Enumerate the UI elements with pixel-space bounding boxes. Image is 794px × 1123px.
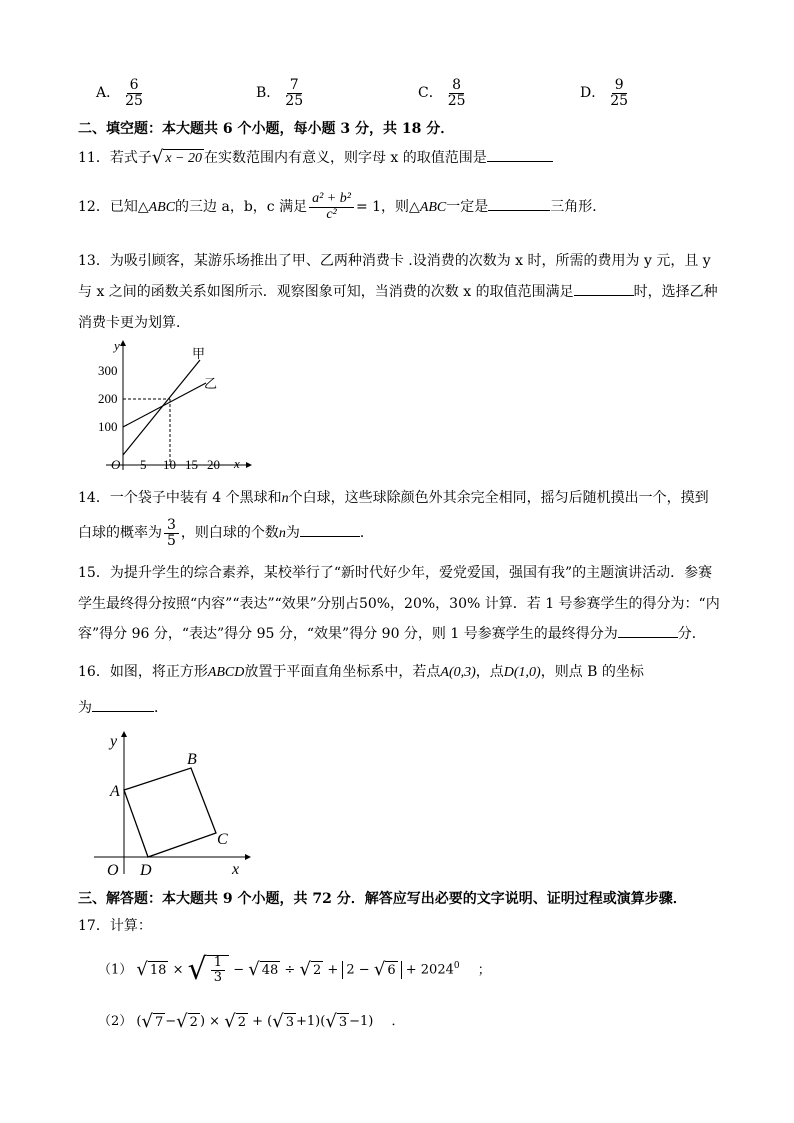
q15-line-1: 15．为提升学生的综合素养，某校举行了“新时代好少年，爱党爱国，强国有我”的主题演讲活动．参赛 (78, 565, 713, 581)
option-d-fraction (607, 78, 631, 108)
radical-sign-icon: √ (272, 1010, 284, 1032)
q14-frac-num: 3 (164, 518, 179, 534)
q16-square-graph (90, 728, 260, 878)
q17-p2-radicand-3b: 3 (338, 1014, 348, 1030)
q11-answer-blank[interactable] (487, 147, 553, 162)
q12-mid: 的三边 a，b，c 满足 (175, 199, 308, 216)
q17-p2-sqrt-3b (325, 1010, 349, 1032)
q12-number: 12． (78, 199, 110, 216)
option-d (580, 78, 633, 108)
q17-p1-sqrt-48 (248, 961, 280, 979)
q12-must: 一定是 (446, 199, 489, 216)
q12-fraction (309, 192, 354, 222)
q17-p1-sqrt-frac (187, 952, 229, 987)
radical-sign-icon: √ (248, 959, 260, 980)
q17-p1-radicand-18: 18 (149, 963, 167, 978)
q17-p2-paren-2: ( √ 3 +1) (267, 1010, 321, 1032)
radical-sign-icon: √ (325, 1010, 337, 1032)
q16-answer-blank[interactable] (92, 697, 154, 712)
graph1-line-yi (123, 383, 206, 427)
q16-sep: ，点 (475, 664, 504, 680)
option-c-letter: C． (418, 85, 443, 102)
q16-square-name: ABCD (207, 665, 245, 680)
q14-line-2-end: 为 (285, 525, 300, 542)
q16-line-1-post: ，则点 B 的坐标 (540, 664, 644, 680)
option-a-fraction (122, 78, 146, 108)
q14-line-2-mid: ，则白球的个数 (180, 525, 279, 542)
q12-triangle-2: △ABC (409, 200, 447, 216)
option-d-den: 25 (610, 92, 629, 109)
q17-p1-sqrt-2 (299, 961, 323, 979)
radical-sign-icon: √ (136, 959, 148, 980)
q17-p2-sqrt-7 (141, 1010, 166, 1032)
q12-frac-num: a² + b² (309, 192, 354, 208)
graph2-y-arrow-icon (121, 731, 127, 737)
option-c-num: 8 (449, 78, 464, 94)
q14-line-1 (78, 487, 709, 507)
q15-line-3-pre: 容”得分 96 分，“表达”得分 95 分，“效果”得分 90 分，则 1 号参赛学生的最终得分为 (78, 626, 618, 642)
q17-p1-plus: + (327, 962, 339, 978)
q12-end: 三角形． (550, 199, 607, 216)
graph1-y-tick: 200 (98, 391, 118, 406)
graph1-x-tick: 15 (185, 457, 198, 472)
q17-p2-radicand-2a: 2 (189, 1014, 198, 1030)
q17-p1-frac-num: 1 (211, 956, 225, 971)
q16-line-1-pre: 16．如图，将正方形 (78, 664, 208, 680)
q15-line-2: 学生最终得分按照“内容”“表达”“效果”分别占50%，20%，30% 计算．若 1 号参赛学生的得分为：“内 (78, 596, 720, 612)
q17-p2-label: （2） (98, 1014, 133, 1029)
q16-line-2-pre: 为 (78, 700, 92, 716)
graph2-label-c: C (217, 831, 228, 848)
graph2-label-b: B (187, 751, 197, 768)
option-b-fraction (282, 78, 306, 108)
q14-n-2: n (278, 526, 286, 542)
q17-p1-absolute-value (342, 961, 401, 979)
graph1-y-tick: 100 (98, 419, 118, 434)
q17-p1-radicand-6: 6 (387, 963, 396, 978)
q13-line-3: 消费卡更为划算． (78, 315, 190, 331)
q11-number: 11． (78, 150, 110, 166)
q17-p2-radicand-2b: 2 (237, 1014, 246, 1030)
graph2-label-d: D (140, 862, 152, 878)
question-11 (78, 147, 553, 167)
graph1-x-tick: 20 (207, 457, 220, 472)
graph1-x-tick: 5 (140, 457, 147, 472)
graph2-label-a: A (110, 783, 120, 800)
option-b-num: 7 (287, 78, 302, 94)
q17-p2-end: ． (391, 1014, 405, 1029)
q17-p2-paren-1: ( √ 7 − √ 2 ) (136, 1010, 206, 1032)
q14-line-2-pre: 白球的概率为 (78, 525, 162, 542)
graph2-square (124, 768, 216, 857)
q12-frac-den: c² (326, 206, 337, 222)
q16-line-2-post: ． (154, 700, 168, 716)
q11-post: 在实数范围内有意义，则字母 x 的取值范围是 (203, 150, 487, 166)
graph1-y-label: y (114, 338, 120, 353)
q17-title: 17．计算： (78, 918, 152, 934)
graph1-label-jia: 甲 (192, 346, 206, 361)
q12-eq: = 1 (355, 199, 382, 216)
graph1-y-tick: 300 (98, 363, 118, 378)
q14-line-1-pre: 14．一个袋子中装有 4 个黑球和 (78, 490, 282, 506)
q16-line-2 (78, 697, 168, 717)
q11-radicand: x − 20 (165, 151, 202, 166)
q17-p2-radicand-7: 7 (154, 1014, 164, 1030)
q17-part-2 (98, 1010, 405, 1031)
graph1-x-label: x (234, 456, 240, 471)
q16-point-a: A(0,3) (440, 665, 476, 680)
q12-answer-blank[interactable] (488, 196, 550, 211)
graph1-x-arrow-icon (246, 462, 252, 468)
question-12 (78, 192, 606, 222)
graph1-x-tick: 10 (163, 457, 176, 472)
q17-p2-minus: − (165, 1014, 177, 1029)
option-b (256, 78, 308, 108)
option-a (96, 78, 148, 108)
q12-then: ，则 (381, 199, 410, 216)
q17-p1-sqrt-18 (136, 961, 168, 979)
graph2-y-label: y (110, 733, 118, 750)
q14-frac-den: 5 (167, 532, 176, 549)
q16-point-d: D(1,0) (503, 665, 541, 680)
q12-pre: 已知 (109, 199, 138, 216)
q17-p2-sqrt-2b (224, 1010, 248, 1032)
graph1-y-arrow-icon (120, 340, 126, 346)
q15-line-3 (78, 623, 706, 643)
graph1-line-jia (123, 360, 200, 455)
q15-line-3-post: 分． (677, 626, 706, 642)
q14-answer-blank[interactable] (300, 522, 360, 537)
q14-fraction (164, 518, 179, 548)
q17-part-1 (98, 952, 491, 987)
q17-p1-radicand-2: 2 (312, 963, 322, 978)
q13-line-2-pre: 与 x 之间的函数关系如图所示．观察图象可知，当消费的次数 x 的取值范围满足 (78, 284, 574, 300)
q17-p1-divide: ÷ (284, 962, 296, 978)
q17-p2-paren-3: ( √ 3 −1) (320, 1010, 374, 1032)
q13-line-2 (78, 281, 718, 301)
q15-answer-blank[interactable] (618, 623, 678, 638)
q13-line-1: 13．为吸引顾客，某游乐场推出了甲、乙两种消费卡 .设消费的次数为 x 时，所需的费用为 y 元，且 y (78, 253, 711, 269)
q13-answer-blank[interactable] (574, 281, 634, 296)
q17-p2-sqrt-3a (272, 1010, 296, 1032)
radical-sign-icon: √ (299, 959, 311, 980)
option-c-fraction (445, 78, 469, 108)
q17-p1-label: （1） (98, 962, 133, 978)
section-3-header: 三、解答题：本大题共 9 个小题，共 72 分．解答应写出必要的文字说明、证明过程或演算步骤． (78, 891, 687, 907)
q17-p1-year: + 2024 (405, 962, 454, 978)
q17-p1-end: ； (477, 962, 491, 978)
q17-p2-times: × (209, 1014, 221, 1029)
radical-sign-icon: √ (187, 952, 207, 987)
q17-p1-exponent: 0 (453, 961, 460, 972)
radical-sign-icon: √ (176, 1010, 188, 1032)
q17-p1-minus: − (233, 962, 245, 978)
q14-n: n (281, 491, 289, 506)
q17-p1-abs-inner: 2 − (346, 962, 370, 978)
option-b-den: 25 (285, 92, 304, 109)
q14-line-2 (78, 518, 374, 548)
q13-cost-graph (96, 338, 256, 473)
radical-sign-icon: √ (141, 1010, 153, 1032)
graph1-origin: O (111, 457, 121, 472)
q14-period: ． (359, 525, 374, 542)
q17-p1-frac-den: 3 (213, 969, 223, 985)
section-2-header: 二、填空题：本大题共 6 个小题，每小题 3 分，共 18 分． (78, 121, 455, 137)
q17-p2-plus-one: +1 (296, 1014, 316, 1029)
q17-p2-sqrt-2a (176, 1010, 200, 1032)
q17-p1-radicand-frac (207, 955, 229, 985)
graph2-x-arrow-icon (245, 854, 251, 860)
q17-p1-sqrt-6 (374, 961, 398, 979)
q11-pre: 若式子 (109, 150, 152, 166)
radical-sign-icon: √ (373, 959, 386, 980)
option-a-letter: A． (96, 85, 121, 102)
option-d-letter: D． (580, 85, 606, 102)
q11-sqrt (152, 149, 204, 167)
option-c-den: 25 (447, 92, 466, 109)
q17-p2-minus-one: −1 (349, 1014, 369, 1029)
q14-line-1-post: 个白球，这些球除颜色外其余完全相同，摇匀后随机摸出一个，摸到 (288, 490, 709, 506)
radical-sign-icon: √ (151, 147, 164, 168)
graph2-x-label: x (232, 861, 240, 878)
option-a-den: 25 (125, 92, 143, 109)
q16-line-1-mid: 放置于平面直角坐标系中，若点 (244, 664, 441, 680)
graph1-label-yi: 乙 (204, 376, 218, 391)
option-a-num: 6 (127, 78, 142, 94)
q17-p1-radicand-48: 48 (261, 963, 279, 978)
q16-line-1 (78, 661, 644, 681)
option-d-num: 9 (612, 78, 627, 94)
q12-triangle: △ABC (137, 200, 176, 216)
q17-p2-plus: + (252, 1014, 264, 1029)
option-c (418, 78, 471, 108)
q17-p2-radicand-3a: 3 (285, 1014, 294, 1030)
graph2-origin: O (107, 862, 119, 878)
option-b-letter: B． (256, 85, 281, 102)
q17-p1-times: × (172, 962, 184, 978)
q13-line-2-post: 时，选择乙种 (633, 284, 718, 300)
radical-sign-icon: √ (224, 1010, 236, 1032)
